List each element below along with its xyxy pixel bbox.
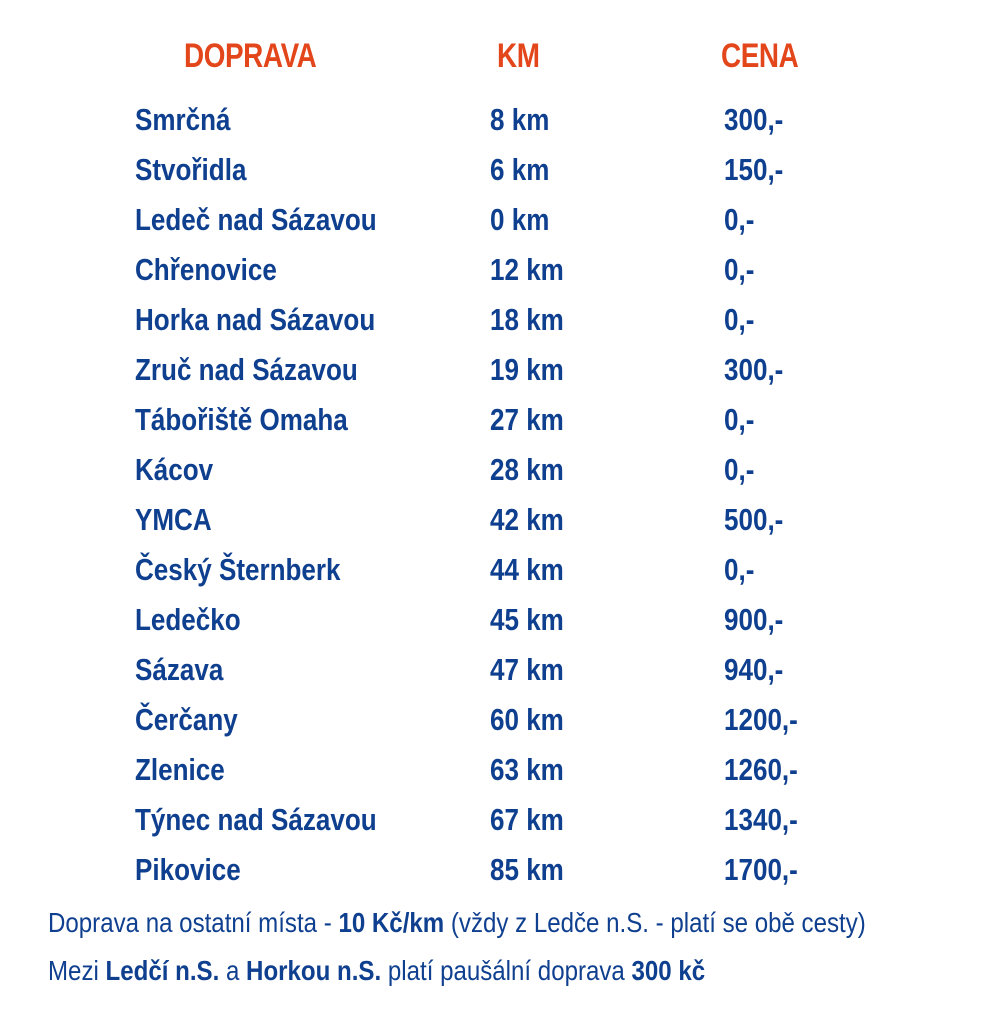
table-row <box>0 547 981 597</box>
table-row <box>0 747 981 797</box>
row-place: Stvořidla <box>135 152 247 187</box>
row-place: Pikovice <box>135 852 241 887</box>
table-row <box>0 647 981 697</box>
table-row <box>0 797 981 847</box>
row-place: Smrčná <box>135 102 231 137</box>
table-row <box>0 847 981 897</box>
row-km: 63 km <box>490 752 564 787</box>
row-price: 0,- <box>724 202 755 237</box>
row-price: 940,- <box>724 652 784 687</box>
row-place: Horka nad Sázavou <box>135 302 376 337</box>
row-km: 60 km <box>490 702 564 737</box>
row-place: Zlenice <box>135 752 225 787</box>
row-price: 300,- <box>724 102 784 137</box>
table-header <box>0 34 981 78</box>
row-place: Čerčany <box>135 702 238 737</box>
table-row <box>0 447 981 497</box>
header-km: KM <box>497 37 540 75</box>
row-place: Kácov <box>135 452 214 487</box>
note2-prefix: Mezi <box>48 955 106 986</box>
header-doprava: DOPRAVA <box>184 37 317 75</box>
row-place: YMCA <box>135 502 212 537</box>
row-price: 0,- <box>724 252 755 287</box>
note1-suffix: (vždy z Ledče n.S. - platí se obě cesty) <box>444 907 866 938</box>
row-price: 300,- <box>724 352 784 387</box>
row-km: 47 km <box>490 652 564 687</box>
row-km: 45 km <box>490 602 564 637</box>
note2-text: platí paušální doprava <box>381 955 632 986</box>
row-price: 0,- <box>724 302 755 337</box>
table-row <box>0 97 981 147</box>
row-price: 0,- <box>724 452 755 487</box>
row-km: 18 km <box>490 302 564 337</box>
row-place: Sázava <box>135 652 224 687</box>
table-row <box>0 297 981 347</box>
row-place: Chřenovice <box>135 252 277 287</box>
row-price: 0,- <box>724 402 755 437</box>
row-km: 42 km <box>490 502 564 537</box>
header-cena: CENA <box>721 37 799 75</box>
table-row <box>0 497 981 547</box>
row-km: 8 km <box>490 102 550 137</box>
table-row <box>0 697 981 747</box>
table-row <box>0 197 981 247</box>
row-km: 85 km <box>490 852 564 887</box>
note1-prefix: Doprava na ostatní místa - <box>48 907 339 938</box>
row-price: 1200,- <box>724 702 798 737</box>
table-row <box>0 247 981 297</box>
row-price: 1340,- <box>724 802 798 837</box>
row-price: 1700,- <box>724 852 798 887</box>
row-km: 0 km <box>490 202 550 237</box>
row-place: Ledečko <box>135 602 241 637</box>
row-place: Tábořiště Omaha <box>135 402 348 437</box>
row-km: 44 km <box>490 552 564 587</box>
table-row <box>0 597 981 647</box>
table-row <box>0 347 981 397</box>
row-km: 12 km <box>490 252 564 287</box>
row-km: 19 km <box>490 352 564 387</box>
row-place: Zruč nad Sázavou <box>135 352 358 387</box>
note-other-places <box>48 903 866 943</box>
note2-middle: a <box>219 955 247 986</box>
note2-from: Ledčí n.S. <box>105 955 220 986</box>
note2-amount: 300 kč <box>631 955 706 986</box>
price-table <box>0 97 981 897</box>
row-price: 0,- <box>724 552 755 587</box>
note2-to: Horkou n.S. <box>246 955 382 986</box>
note1-rate: 10 Kč/km <box>338 907 445 938</box>
row-price: 900,- <box>724 602 784 637</box>
row-km: 27 km <box>490 402 564 437</box>
note-flat-rate <box>48 951 705 991</box>
row-place: Ledeč nad Sázavou <box>135 202 377 237</box>
row-km: 6 km <box>490 152 550 187</box>
row-price: 150,- <box>724 152 784 187</box>
row-price: 500,- <box>724 502 784 537</box>
row-place: Týnec nad Sázavou <box>135 802 377 837</box>
row-km: 28 km <box>490 452 564 487</box>
table-row <box>0 397 981 447</box>
row-price: 1260,- <box>724 752 798 787</box>
table-row <box>0 147 981 197</box>
row-place: Český Šternberk <box>135 552 341 587</box>
row-km: 67 km <box>490 802 564 837</box>
